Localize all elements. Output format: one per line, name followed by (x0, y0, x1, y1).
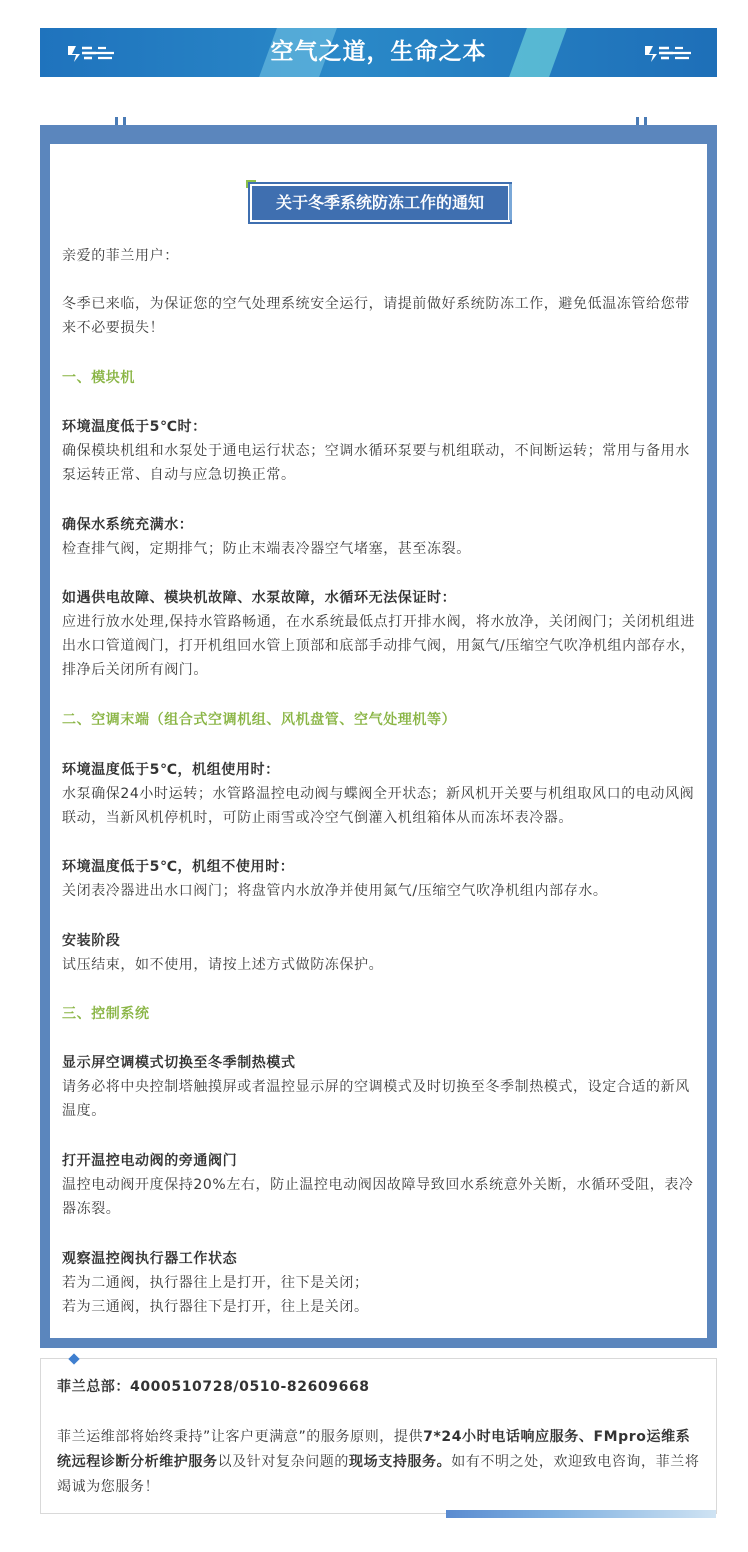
paragraph-body: 应进行放水处理,保持水管路畅通，在水系统最低点打开排水阀，将水放净，关闭阀门；关闭机组进出水口管道阀门，打开机组回水管上顶部和底部手动排气阀，用氮气/压缩空气吹净机组内部存水，排净后关闭所有阀门。 (62, 614, 696, 678)
greeting: 亲爱的菲兰用户： (62, 248, 179, 264)
paragraph-body: 检查排气阀，定期排气；防止末端表冷器空气堵塞，甚至冻裂。 (62, 541, 471, 557)
notice-content (50, 144, 707, 1338)
header-banner (40, 28, 717, 77)
contact-footer (40, 1358, 717, 1514)
service-text: 菲兰运维部将始终秉持”让客户更满意”的服务原则，提供 (57, 1429, 424, 1445)
header-title: 空气之道，生命之本 (270, 39, 487, 65)
section-title: 一、模块机 (62, 370, 135, 386)
service-text: 如有不明之处，欢迎致电咨询，菲兰将竭诚为您服务！ (57, 1454, 700, 1495)
footer-accent-bar (446, 1510, 716, 1518)
paragraph-body: 请务必将中央控制塔触摸屏或者温控显示屏的空调模式及时切换至冬季制热模式，设定合适的新风温度。 (62, 1079, 690, 1119)
brand-logo-right (639, 42, 695, 64)
paragraph-body: 若为三通阀，执行器往下是打开，往上是关闭。 (62, 1299, 369, 1315)
notice-title: 关于冬季系统防冻工作的通知 (250, 184, 510, 222)
paragraph-heading: 安装阶段 (62, 933, 121, 949)
paragraph-heading: 确保水系统充满水： (62, 517, 194, 533)
paragraph-body: 若为二通阀，执行器往上是打开，往下是关闭； (62, 1275, 369, 1291)
service-paragraph (57, 1425, 702, 1500)
paragraph-body: 温控电动阀开度保持20%左右，防止温控电动阀因故障导致回水系统意外关断，水循环受阻，表冷器冻裂。 (62, 1177, 694, 1217)
service-highlight: 现场支持服务。 (349, 1454, 452, 1470)
section-title: 二、空调末端（组合式空调机组、风机盘管、空气处理机等） (62, 712, 457, 728)
paragraph-body: 关闭表冷器进出水口阀门；将盘管内水放净并使用氮气/压缩空气吹净机组内部存水。 (62, 883, 608, 899)
notice-panel (40, 125, 717, 1348)
paragraph-heading: 环境温度低于5℃，机组使用时： (62, 762, 280, 778)
section-title: 三、控制系统 (62, 1006, 150, 1022)
service-highlight: 7*24小时电话响应服务、FMpro运维系统远程诊断分析维护服务 (57, 1429, 691, 1470)
paragraph-heading: 如遇供电故障、模块机故障、水泵故障，水循环无法保证时： (62, 590, 457, 606)
paragraph-heading: 打开温控电动阀的旁通阀门 (62, 1153, 238, 1169)
paragraph-body: 试压结束，如不使用，请按上述方式做防冻保护。 (62, 957, 384, 973)
paragraph-heading: 观察温控阀执行器工作状态 (62, 1251, 238, 1267)
paragraph-heading: 环境温度低于5℃时： (62, 419, 207, 435)
service-text: 以及针对复杂问题的 (217, 1454, 350, 1470)
paragraph-heading: 显示屏空调模式切换至冬季制热模式 (62, 1055, 296, 1071)
paragraph-body: 水泵确保24小时运转；水管路温控电动阀与蝶阀全开状态；新风机开关要与机组取风口的电动风阀联动，当新风机停机时，可防止雨雪或冷空气倒灌入机组箱体从而冻坏表冷器。 (62, 786, 695, 826)
heading-edge (509, 184, 512, 220)
diamond-icon (68, 1353, 79, 1364)
paragraph-heading: 环境温度低于5℃，机组不使用时： (62, 859, 295, 875)
intro-paragraph: 冬季已来临，为保证您的空气处理系统安全运行，请提前做好系统防冻工作，避免低温冻管给您带来不必要损失！ (62, 296, 690, 336)
paragraph-body: 确保模块机组和水泵处于通电运行状态；空调水循环泵要与机组联动，不间断运转；常用与备用水泵运转正常、自动与应急切换正常。 (62, 443, 690, 483)
hq-phone: 菲兰总部：4000510728/0510-82609668 (57, 1379, 370, 1395)
notice-heading (246, 180, 512, 222)
